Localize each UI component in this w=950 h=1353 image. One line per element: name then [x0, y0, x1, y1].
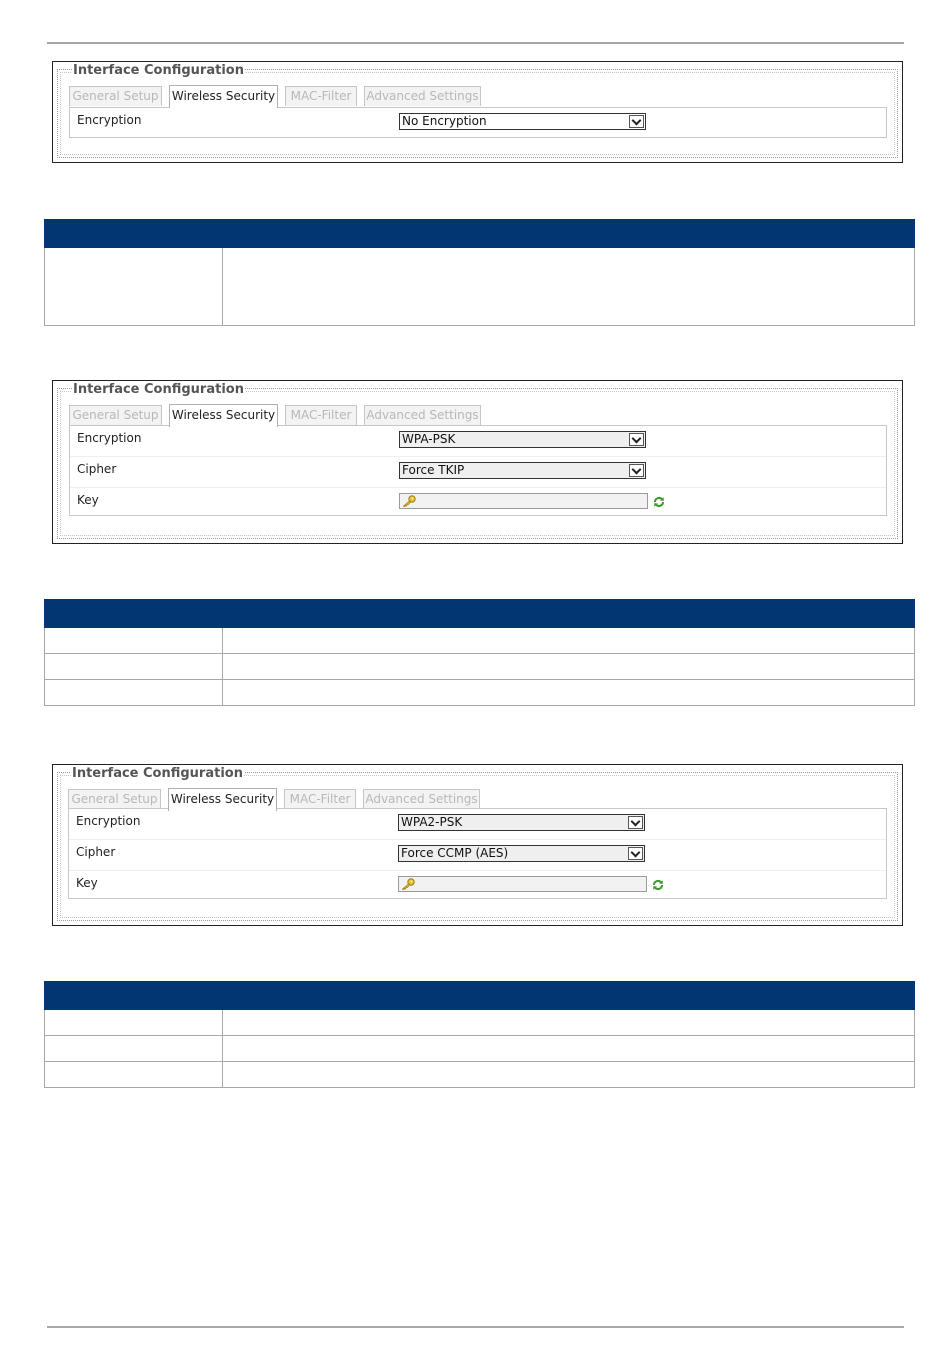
table-header-row: [45, 600, 915, 628]
footer-rule: [47, 1326, 904, 1328]
tab-mac-filter[interactable]: MAC-Filter: [285, 86, 357, 106]
form-box: [69, 107, 887, 138]
interface-config-panel-2: [52, 380, 903, 544]
encryption-row: [69, 809, 886, 840]
panel-legend: Interface Configuration: [73, 382, 244, 397]
table-cell: [45, 654, 223, 680]
key-row: [69, 871, 886, 901]
key-icon: [402, 495, 416, 507]
table-header-cell: [223, 220, 915, 248]
encryption-select[interactable]: [398, 814, 645, 831]
table-row: [45, 248, 915, 326]
table-cell: [45, 680, 223, 706]
description-table-3: [44, 981, 915, 1088]
refresh-icon[interactable]: [652, 879, 664, 891]
chevron-down-icon[interactable]: [629, 433, 644, 446]
panel-legend: Interface Configuration: [72, 766, 243, 781]
description-table-1: [44, 219, 915, 326]
table-cell: [45, 1036, 223, 1062]
chevron-down-icon[interactable]: [628, 847, 643, 860]
chevron-down-icon[interactable]: [629, 464, 644, 477]
key-input[interactable]: [398, 876, 647, 892]
key-row: [70, 488, 886, 518]
table-cell: [45, 248, 223, 326]
cipher-label: Cipher: [76, 845, 116, 859]
table-cell: [223, 1062, 915, 1088]
table-row: [45, 680, 915, 706]
key-input[interactable]: [399, 493, 648, 509]
cipher-value: Force CCMP (AES): [401, 846, 509, 860]
table-header-cell: [45, 220, 223, 248]
encryption-select[interactable]: [399, 113, 646, 130]
table-row: [45, 628, 915, 654]
cipher-row: [70, 457, 886, 488]
form-box: [69, 425, 887, 516]
cipher-label: Cipher: [77, 462, 117, 476]
cipher-select[interactable]: [398, 845, 645, 862]
encryption-label: Encryption: [76, 814, 141, 828]
tab-advanced-settings[interactable]: Advanced Settings: [363, 789, 480, 809]
tab-wireless-security[interactable]: Wireless Security: [169, 85, 278, 108]
table-cell: [45, 1062, 223, 1088]
encryption-label: Encryption: [77, 431, 142, 445]
table-header-row: [45, 220, 915, 248]
encryption-row: [70, 426, 886, 457]
table-cell: [223, 248, 915, 326]
panel-legend: Interface Configuration: [73, 63, 244, 78]
encryption-label: Encryption: [77, 113, 142, 127]
tab-general-setup[interactable]: General Setup: [69, 86, 162, 106]
tab-wireless-security[interactable]: Wireless Security: [168, 788, 277, 811]
table-row: [45, 1062, 915, 1088]
table-cell: [223, 654, 915, 680]
tab-mac-filter[interactable]: MAC-Filter: [285, 405, 357, 425]
chevron-down-icon[interactable]: [628, 816, 643, 829]
interface-config-panel-1: [52, 61, 903, 163]
encryption-value: WPA-PSK: [402, 432, 456, 446]
table-header-cell: [223, 600, 915, 628]
table-cell: [223, 1036, 915, 1062]
refresh-icon[interactable]: [653, 496, 665, 508]
encryption-row: [70, 108, 886, 138]
form-box: [68, 808, 887, 899]
table-cell: [223, 1010, 915, 1036]
table-header-cell: [223, 982, 915, 1010]
chevron-down-icon[interactable]: [629, 115, 644, 128]
interface-config-panel-3: [52, 764, 903, 926]
header-rule: [47, 42, 904, 44]
tab-mac-filter[interactable]: MAC-Filter: [284, 789, 356, 809]
table-header-cell: [45, 600, 223, 628]
encryption-value: No Encryption: [402, 114, 487, 128]
table-row: [45, 1036, 915, 1062]
description-table-2: [44, 599, 915, 706]
cipher-row: [69, 840, 886, 871]
table-header-row: [45, 982, 915, 1010]
cipher-value: Force TKIP: [402, 463, 465, 477]
tab-general-setup[interactable]: General Setup: [68, 789, 161, 809]
table-row: [45, 1010, 915, 1036]
cipher-select[interactable]: [399, 462, 646, 479]
key-icon: [401, 878, 415, 890]
tab-advanced-settings[interactable]: Advanced Settings: [364, 405, 481, 425]
table-cell: [223, 628, 915, 654]
table-cell: [223, 680, 915, 706]
key-label: Key: [77, 493, 99, 507]
encryption-select[interactable]: [399, 431, 646, 448]
table-header-cell: [45, 982, 223, 1010]
table-cell: [45, 628, 223, 654]
tab-wireless-security[interactable]: Wireless Security: [169, 404, 278, 427]
tab-advanced-settings[interactable]: Advanced Settings: [364, 86, 481, 106]
key-label: Key: [76, 876, 98, 890]
tab-general-setup[interactable]: General Setup: [69, 405, 162, 425]
encryption-value: WPA2-PSK: [401, 815, 463, 829]
table-cell: [45, 1010, 223, 1036]
table-row: [45, 654, 915, 680]
